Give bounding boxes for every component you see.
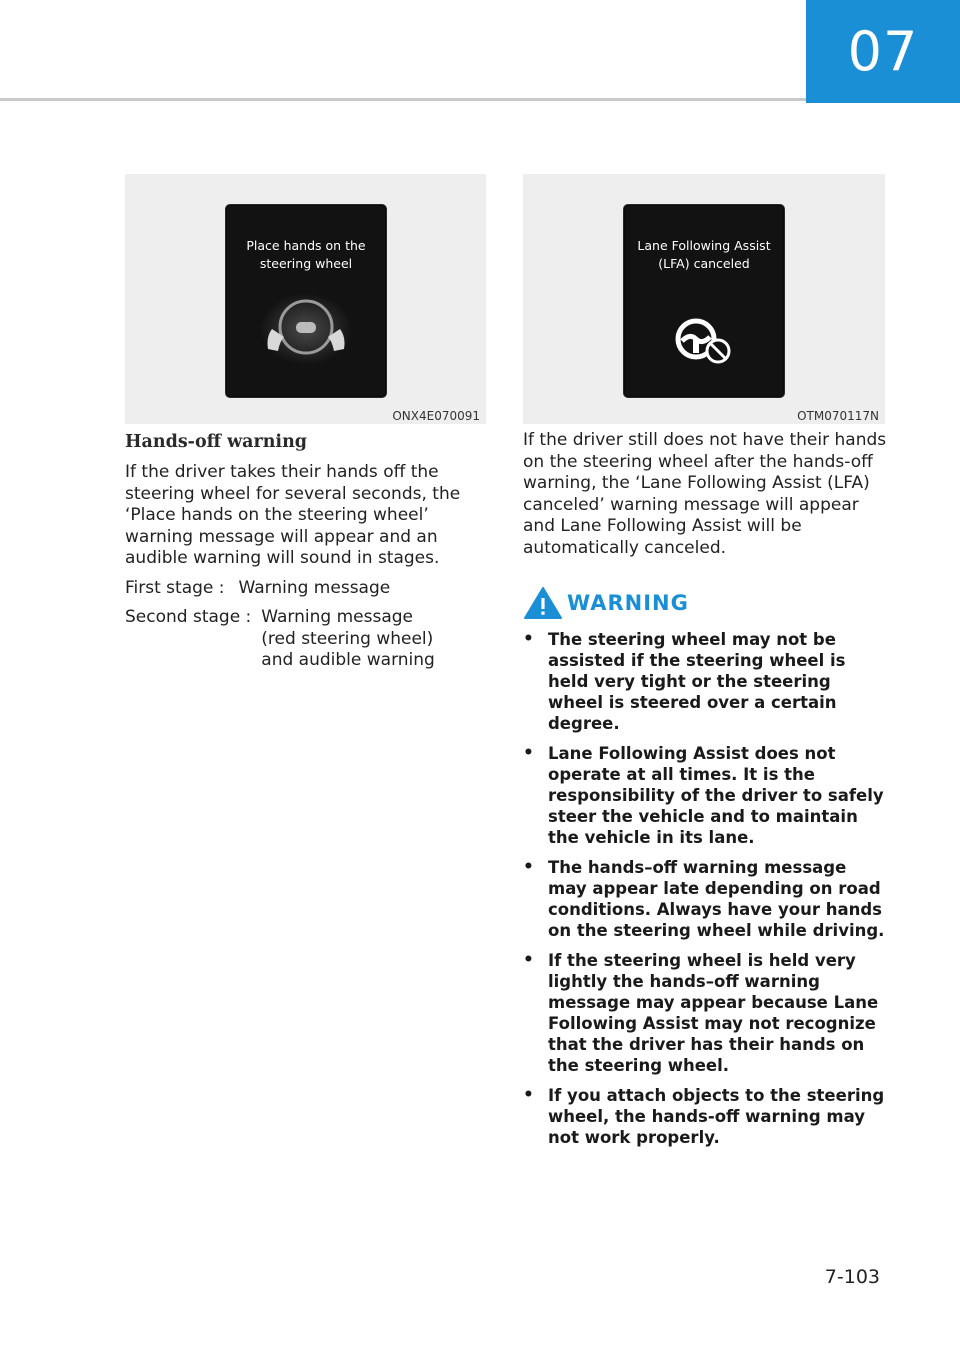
- left-column: [125, 430, 487, 672]
- warning-list: [523, 629, 888, 1148]
- hands-off-paragraph: If the driver takes their hands off the steering wheel for several seconds, the ‘Place hands on the steering wheel’ warning message will appear and an audible warning will sound in stages.: [125, 462, 461, 568]
- lfa-canceled-icon: [672, 315, 736, 367]
- stage-value: Warning message (red steering wheel) and audible warning: [261, 607, 435, 670]
- warning-item: • The hands–off warning message may appear late depending on road conditions. Always have your hands on the steering wheel while driving.: [523, 857, 888, 941]
- right-column: [523, 430, 888, 1157]
- stage-row-first: [125, 578, 487, 600]
- figure-lfa-canceled: [523, 174, 885, 424]
- warning-title: WARNING: [567, 591, 689, 615]
- warning-triangle-icon: [523, 585, 563, 621]
- figure-code: ONX4E070091: [392, 409, 480, 423]
- page-number: 7-103: [824, 1266, 880, 1288]
- stage-value: Warning message: [238, 577, 391, 598]
- steering-wheel-hands-icon: [256, 289, 356, 369]
- stage-row-second: [125, 607, 487, 672]
- cluster-display: [623, 204, 785, 398]
- figure-hands-off: [125, 174, 486, 424]
- figure-code: OTM070117N: [797, 409, 879, 423]
- chapter-number: 07: [847, 20, 919, 83]
- warning-item: • If the steering wheel is held very lightly the hands–off warning message may appear because Lane Following Assist may not recognize that the driver has their hands on the steering wheel.: [523, 950, 888, 1076]
- warning-item: • The steering wheel may not be assisted if the steering wheel is held very tight or the steering wheel is steered over a certain degree.: [523, 629, 888, 734]
- section-heading: Hands-off warning: [125, 432, 308, 452]
- lfa-canceled-paragraph: If the driver still does not have their hands on the steering wheel after the hands-off warning, the ‘Lane Following Assist (LFA) canceled’ warning message will appear and Lane Following Assist will be automatically canceled.: [523, 430, 887, 558]
- cluster-display: [225, 204, 387, 398]
- cluster-message: Lane Following Assist (LFA) canceled: [637, 238, 771, 271]
- cluster-message: Place hands on the steering wheel: [246, 238, 366, 271]
- chapter-tab: [806, 0, 960, 103]
- warning-header: [523, 585, 888, 621]
- stage-label: Second stage :: [125, 607, 252, 627]
- warning-item: • If you attach objects to the steering wheel, the hands-off warning may not work properly.: [523, 1085, 888, 1148]
- stage-label: First stage :: [125, 577, 225, 598]
- warning-item: • Lane Following Assist does not operate at all times. It is the responsibility of the driver to safely steer the vehicle and to maintain the vehicle in its lane.: [523, 743, 888, 848]
- header-rule: [0, 98, 806, 101]
